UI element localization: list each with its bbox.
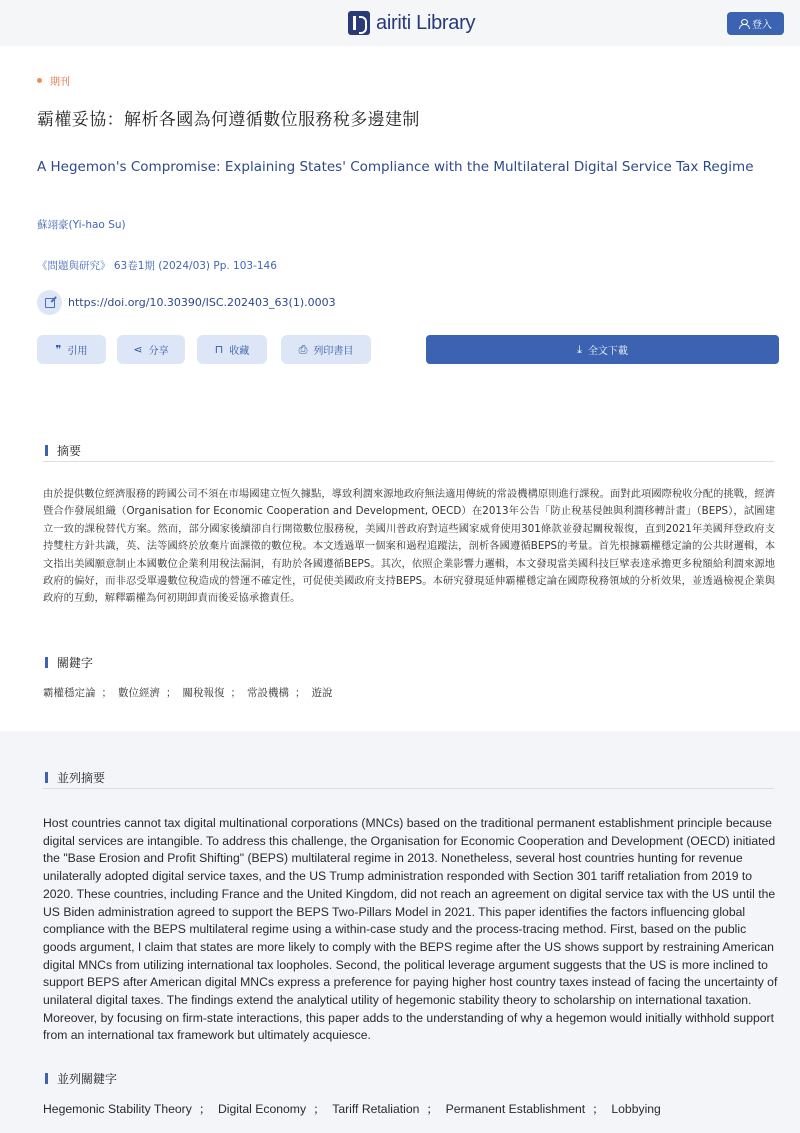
keyword-link[interactable]: Hegemonic Stability Theory: [43, 1102, 192, 1116]
parallel-keywords-heading: [45, 1070, 117, 1087]
keyword-separator: ；: [230, 687, 241, 699]
keywords-heading: [45, 654, 93, 671]
bookmark-icon: ⊓: [214, 343, 224, 356]
page-title: 霸權妥協：解析各國為何遵循數位服務稅多邊建制: [37, 110, 420, 130]
keyword-separator: ；: [166, 687, 177, 699]
parallel-keywords-heading-label: 並列關鍵字: [57, 1072, 118, 1086]
cite-label: 引用: [67, 346, 88, 357]
login-button[interactable]: [727, 12, 784, 35]
abstract-heading-label: 摘要: [57, 444, 82, 458]
keyword-link[interactable]: 關稅報復: [182, 687, 225, 699]
keyword-link[interactable]: Lobbying: [611, 1102, 661, 1116]
keyword-link[interactable]: 數位經濟: [118, 687, 160, 699]
printer-icon: ⎙: [298, 343, 308, 356]
keyword-separator: ；: [198, 1102, 211, 1116]
heading-bar: [45, 657, 48, 668]
keyword-link[interactable]: Digital Economy: [218, 1102, 307, 1116]
article-type-tag: [37, 73, 70, 88]
parallel-abstract-divider: [43, 788, 774, 789]
doi-row: [37, 290, 336, 315]
tag-dot-icon: [37, 78, 42, 83]
download-label: 全文下載: [587, 346, 628, 357]
author-link[interactable]: 蘇翊豪(Yi-hao Su): [37, 219, 126, 231]
download-icon: ⤓: [577, 343, 582, 356]
keyword-link[interactable]: 常設機構: [247, 687, 289, 699]
abstract-heading: [45, 442, 81, 459]
external-link-icon[interactable]: [37, 290, 62, 315]
favorite-button[interactable]: [197, 335, 267, 364]
doi-link[interactable]: https://doi.org/10.30390/ISC.202403_63(1).0003: [68, 296, 336, 309]
keyword-link[interactable]: 霸權穩定論: [43, 687, 96, 699]
keyword-separator: ；: [592, 1102, 605, 1116]
heading-bar: [45, 772, 48, 783]
keywords-heading-label: 關鍵字: [57, 656, 94, 670]
parallel-abstract-heading-label: 並列摘要: [57, 771, 106, 785]
article-type-label: 期刊: [50, 77, 70, 88]
abstract-divider: [43, 461, 774, 462]
logo-text: airiti Library: [376, 11, 476, 34]
download-button[interactable]: [426, 335, 779, 364]
airiti-logo[interactable]: [348, 11, 475, 35]
print-button[interactable]: [281, 335, 371, 364]
source-link[interactable]: 《問題與研究》 63卷1期 (2024/03) Pp. 103-146: [37, 260, 277, 272]
keyword-separator: ；: [101, 687, 112, 699]
heading-bar: [45, 445, 48, 456]
abstract-text: 由於提供數位經濟服務的跨國公司不須在市場國建立恆久據點，導致利潤來源地政府無法適用傳統的常設機構原則進行課稅。面對此項國際稅收分配的挑戰，經濟暨合作發展組織（Organisation for Economic Cooperation and Development, OECD）在2013年公告「防止稅基侵蝕與利潤移轉計畫」（BEPS），試圖建立一致的課稅替代方案。然而，部分國家後續卻自行開徵數位服務稅，美國川普政府對這些國家威脅使用301條款並發起關稅報復，直到2021年美國拜登政府支持雙柱方針共識，英、法等國終於放棄片面課徵的數位稅。本文透過單一個案和過程追蹤法，剖析各國遵循BEPS的考量。首先根據霸權穩定論的公共財邏輯，本文指出美國願意制止本國數位企業利用稅法漏洞，有助於各國遵循BEPS。其次，依照企業影響力邏輯，本文發現當美國科技巨擘表達承擔更多稅額給利潤來源地政府的偏好，而非忍受單邊數位稅造成的營運不確定性，可促使美國政府支持BEPS。本研究發現延伸霸權穩定論在國際稅務領域的分析效果，並透過檢視企業與政府的互動，解釋霸權為何初期卸責而後妥協承擔責任。: [43, 488, 775, 605]
keyword-separator: ；: [295, 687, 306, 699]
parallel-abstract-text: Host countries cannot tax digital multinational corporations (MNCs) based on the traditional permanent establishment principle because digital services are intangible. To address this challenge, the Organisation for Economic Cooperation and Development (OECD) initiated the "Base Erosion and Profit Shifting" (BEPS) multilateral regime in 2013. Nonetheless, several host countries hunting for revenue unilaterally adopted digital service taxes, and the US Trump administration responded with Section 301 tariff retaliation from 2019 to 2020. These countries, including France and the United Kingdom, did not reach an agreement on digital service tax with the US until the US Biden administration agreed to support the BEPS Two-Pillars Model in 2021. This paper identifies the factors influencing global compliance with the BEPS multilateral regime using a within-case study and the process-tracing method. First, based on the public goods argument, I claim that states are more likely to comply with the BEPS regime after the US shows support by restraining American digital MNCs from utilizing international tax loopholes. Second, the political leverage argument suggests that the US is more inclined to support BEPS after American digital MNCs express a preference for paying higher host country taxes instead of facing the uncertainty of unilateral digital taxes. The findings extend the analytical utility of hegemonic stability theory to scholarship on international taxation. Moreover, by focusing on firm-state interactions, this paper adds to the understanding of why a hegemon would initially withhold support from an international tax framework but ultimately acquiesce.: [43, 816, 778, 1043]
keyword-link[interactable]: 遊說: [311, 687, 333, 699]
parallel-keywords-list: [43, 1100, 661, 1117]
login-label: 登入: [752, 20, 772, 31]
book-logo-icon: [348, 11, 370, 35]
quote-icon: ❞: [55, 343, 62, 356]
share-button[interactable]: [117, 335, 185, 364]
cite-button[interactable]: [37, 335, 106, 364]
page-title-en: A Hegemon's Compromise: Explaining States' Compliance with the Multilateral Digital Service Tax Regime: [37, 159, 754, 175]
print-label: 列印書目: [313, 346, 354, 357]
keyword-link[interactable]: Tariff Retaliation: [332, 1102, 420, 1116]
user-icon: [739, 19, 748, 28]
parallel-abstract-heading: [45, 769, 105, 786]
keyword-link[interactable]: Permanent Establishment: [445, 1102, 586, 1116]
favorite-label: 收藏: [229, 346, 250, 357]
top-header: [0, 0, 800, 46]
heading-bar: [45, 1073, 48, 1084]
keyword-separator: ；: [313, 1102, 326, 1116]
share-label: 分享: [148, 346, 169, 357]
keyword-separator: ；: [426, 1102, 439, 1116]
share-icon: ⋖: [133, 343, 143, 356]
keywords-list: [43, 685, 333, 700]
